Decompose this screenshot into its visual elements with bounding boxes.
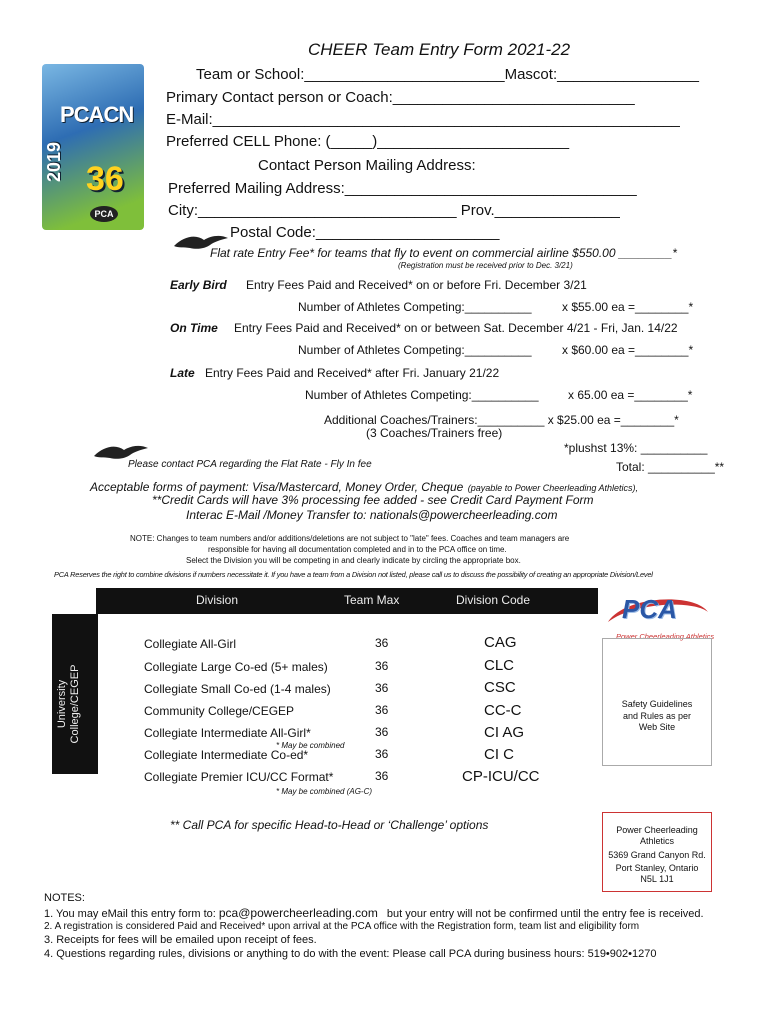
note-1-text: 1. You may eMail this entry form to: xyxy=(44,908,216,920)
total-field[interactable]: Total: __________** xyxy=(616,460,725,474)
address-line-3: 5369 Grand Canyon Rd. xyxy=(608,850,706,860)
team-school-field[interactable]: Team or School:________________________Mascot:_________________ xyxy=(196,66,699,83)
late-text: Entry Fees Paid and Received* after Fri. January 21/22 xyxy=(205,366,500,380)
side-label-line-1: University xyxy=(56,679,68,729)
division-name[interactable]: Community College/CEGEP xyxy=(144,704,295,718)
division-table-header xyxy=(96,588,598,614)
logo-text: PCACN xyxy=(60,102,134,127)
division-code[interactable]: CP-ICU/CC xyxy=(462,768,540,785)
flat-rate-deadline: (Registration must be received prior to Dec. 3/21) xyxy=(398,261,573,270)
address-line-1: Power Cheerleading xyxy=(616,825,698,835)
payment-forms-main: Acceptable forms of payment: Visa/Mastercard, Money Order, Cheque xyxy=(90,480,464,494)
division-name[interactable]: Collegiate Small Co-ed (1-4 males) xyxy=(144,682,331,696)
event-logo xyxy=(42,64,144,230)
mailing-address-heading: Contact Person Mailing Address: xyxy=(258,157,476,174)
division-name[interactable]: Collegiate Intermediate Co-ed* xyxy=(144,748,309,762)
email-field[interactable]: E-Mail:________________________________________________________ xyxy=(166,111,680,128)
combined-note-ag-c: * May be combined (AG-C) xyxy=(276,787,373,796)
safety-guidelines-box xyxy=(602,638,712,766)
pca-logo-subtitle: Power Cheerleading Athletics xyxy=(616,632,715,641)
division-max: 36 xyxy=(375,725,389,739)
late-total-field[interactable]: x 65.00 ea =________* xyxy=(568,388,693,402)
early-bird-text: Entry Fees Paid and Received* on or before Fri. December 3/21 xyxy=(246,278,587,292)
on-time-athletes-field[interactable]: Number of Athletes Competing:__________ xyxy=(298,343,532,357)
early-athletes-field[interactable]: Number of Athletes Competing:__________ xyxy=(298,300,532,314)
credit-card-fee-note: **Credit Cards will have 3% processing fee added - see Credit Card Payment Form xyxy=(152,493,594,507)
reserve-note: PCA Reserves the right to combine divisions if numbers necessitate it. If you have a team from a Division not listed, please call us to discuss the possibility of creating an appropriate Division/Level xyxy=(54,570,653,579)
division-code[interactable]: CI C xyxy=(484,746,514,763)
on-time-text: Entry Fees Paid and Received* on or between Sat. December 4/21 - Fri, Jan. 14/22 xyxy=(234,321,678,335)
address-line-2: Athletics xyxy=(639,836,674,846)
division-name[interactable]: Collegiate Premier ICU/CC Format* xyxy=(144,770,334,784)
header-team-max: Team Max xyxy=(344,593,400,607)
coaches-note: (3 Coaches/Trainers free) xyxy=(366,426,503,440)
division-side-label xyxy=(56,614,82,764)
combined-note: * May be combined xyxy=(276,741,345,750)
division-max: 36 xyxy=(375,681,389,695)
city-prov-field[interactable]: City:_______________________________ Prov._______________ xyxy=(168,202,620,219)
on-time-total-field[interactable]: x $60.00 ea =________* xyxy=(562,343,694,357)
division-code[interactable]: CC-C xyxy=(484,702,522,719)
head-to-head-note: ** Call PCA for specific Head-to-Head or ‘Challenge’ options xyxy=(170,818,489,832)
note-3: 3. Receipts for fees will be emailed upon receipt of fees. xyxy=(44,934,317,946)
cell-phone-field[interactable]: Preferred CELL Phone: (_____)_______________________ xyxy=(166,133,570,150)
note-1-text-end: but your entry will not be confirmed until the entry fee is received. xyxy=(386,908,704,920)
early-total-field[interactable]: x $55.00 ea =________* xyxy=(562,300,694,314)
hst-field[interactable]: *plushst 13%: __________ xyxy=(564,441,708,455)
division-max: 36 xyxy=(375,703,389,717)
division-code[interactable]: CAG xyxy=(484,634,517,651)
division-code[interactable]: CI AG xyxy=(484,724,525,741)
division-max: 36 xyxy=(375,659,389,673)
division-code[interactable]: CLC xyxy=(484,657,515,674)
primary-contact-field[interactable]: Primary Contact person or Coach:_____________________________ xyxy=(166,89,635,106)
mailing-address-field[interactable]: Preferred Mailing Address:___________________________________ xyxy=(168,180,637,197)
early-bird-label: Early Bird xyxy=(170,278,227,292)
page-title: CHEER Team Entry Form 2021-22 xyxy=(308,40,571,59)
logo-year: 2019 xyxy=(44,141,64,182)
address-line-5: N5L 1J1 xyxy=(640,874,674,884)
on-time-label: On Time xyxy=(170,321,218,335)
header-division-code: Division Code xyxy=(456,593,531,607)
note-1 xyxy=(44,906,704,920)
pca-address-box xyxy=(602,812,712,892)
division-name[interactable]: Collegiate Large Co-ed (5+ males) xyxy=(144,660,328,674)
fly-in-note: Please contact PCA regarding the Flat Rate - Fly In fee xyxy=(128,459,372,470)
late-athletes-field[interactable]: Number of Athletes Competing:__________ xyxy=(305,388,539,402)
note-line-3: Select the Division you will be competing in and clearly indicate by circling the appropriate box. xyxy=(186,556,521,565)
division-code[interactable]: CSC xyxy=(484,679,516,696)
late-label: Late xyxy=(170,366,195,380)
logo-badge: PCA xyxy=(90,206,118,222)
side-label-line-2: College/CEGEP xyxy=(69,664,81,744)
coaches-field[interactable]: Additional Coaches/Trainers:__________ x $25.00 ea =________* xyxy=(324,413,679,427)
note-line-2: responsible for having all documentation completed and in to the PCA office on time. xyxy=(208,545,507,554)
payment-payable: (payable to Power Cheerleading Athletics), xyxy=(467,483,639,493)
safety-line-2: and Rules as per xyxy=(622,711,692,721)
division-max: 36 xyxy=(375,636,389,650)
header-division: Division xyxy=(196,593,239,607)
notes-heading: NOTES: xyxy=(44,892,85,904)
division-max: 36 xyxy=(375,769,389,783)
interac-note: Interac E-Mail /Money Transfer to: nationals@powercheerleading.com xyxy=(186,508,558,522)
note-line-1: NOTE: Changes to team numbers and/or additions/deletions are not subject to "late" fees. Coaches and team managers are xyxy=(130,534,570,543)
division-name[interactable]: Collegiate Intermediate All-Girl* xyxy=(144,726,311,740)
division-name[interactable]: Collegiate All-Girl xyxy=(144,637,237,651)
flat-rate-line[interactable]: Flat rate Entry Fee* for teams that fly to event on commercial airline $550.00 ________* xyxy=(210,246,677,260)
address-line-4: Port Stanley, Ontario xyxy=(615,863,699,873)
postal-code-field[interactable]: Postal Code:______________________ xyxy=(230,224,500,241)
division-max: 36 xyxy=(375,747,389,761)
logo-number: 36 xyxy=(86,160,124,198)
pca-email-link[interactable]: pca@powercheerleading.com xyxy=(218,906,378,920)
safety-line-3: Web Site xyxy=(638,722,676,732)
safety-line-1: Safety Guidelines xyxy=(621,699,693,709)
note-2: 2. A registration is considered Paid and Received* upon arrival at the PCA office with the Registration form, team list and eligibility form xyxy=(44,921,640,932)
pca-logo-text: PCA xyxy=(622,594,677,624)
note-4: 4. Questions regarding rules, divisions or anything to do with the event: Please call PCA during business hours: 519•902•1270 xyxy=(44,948,657,960)
